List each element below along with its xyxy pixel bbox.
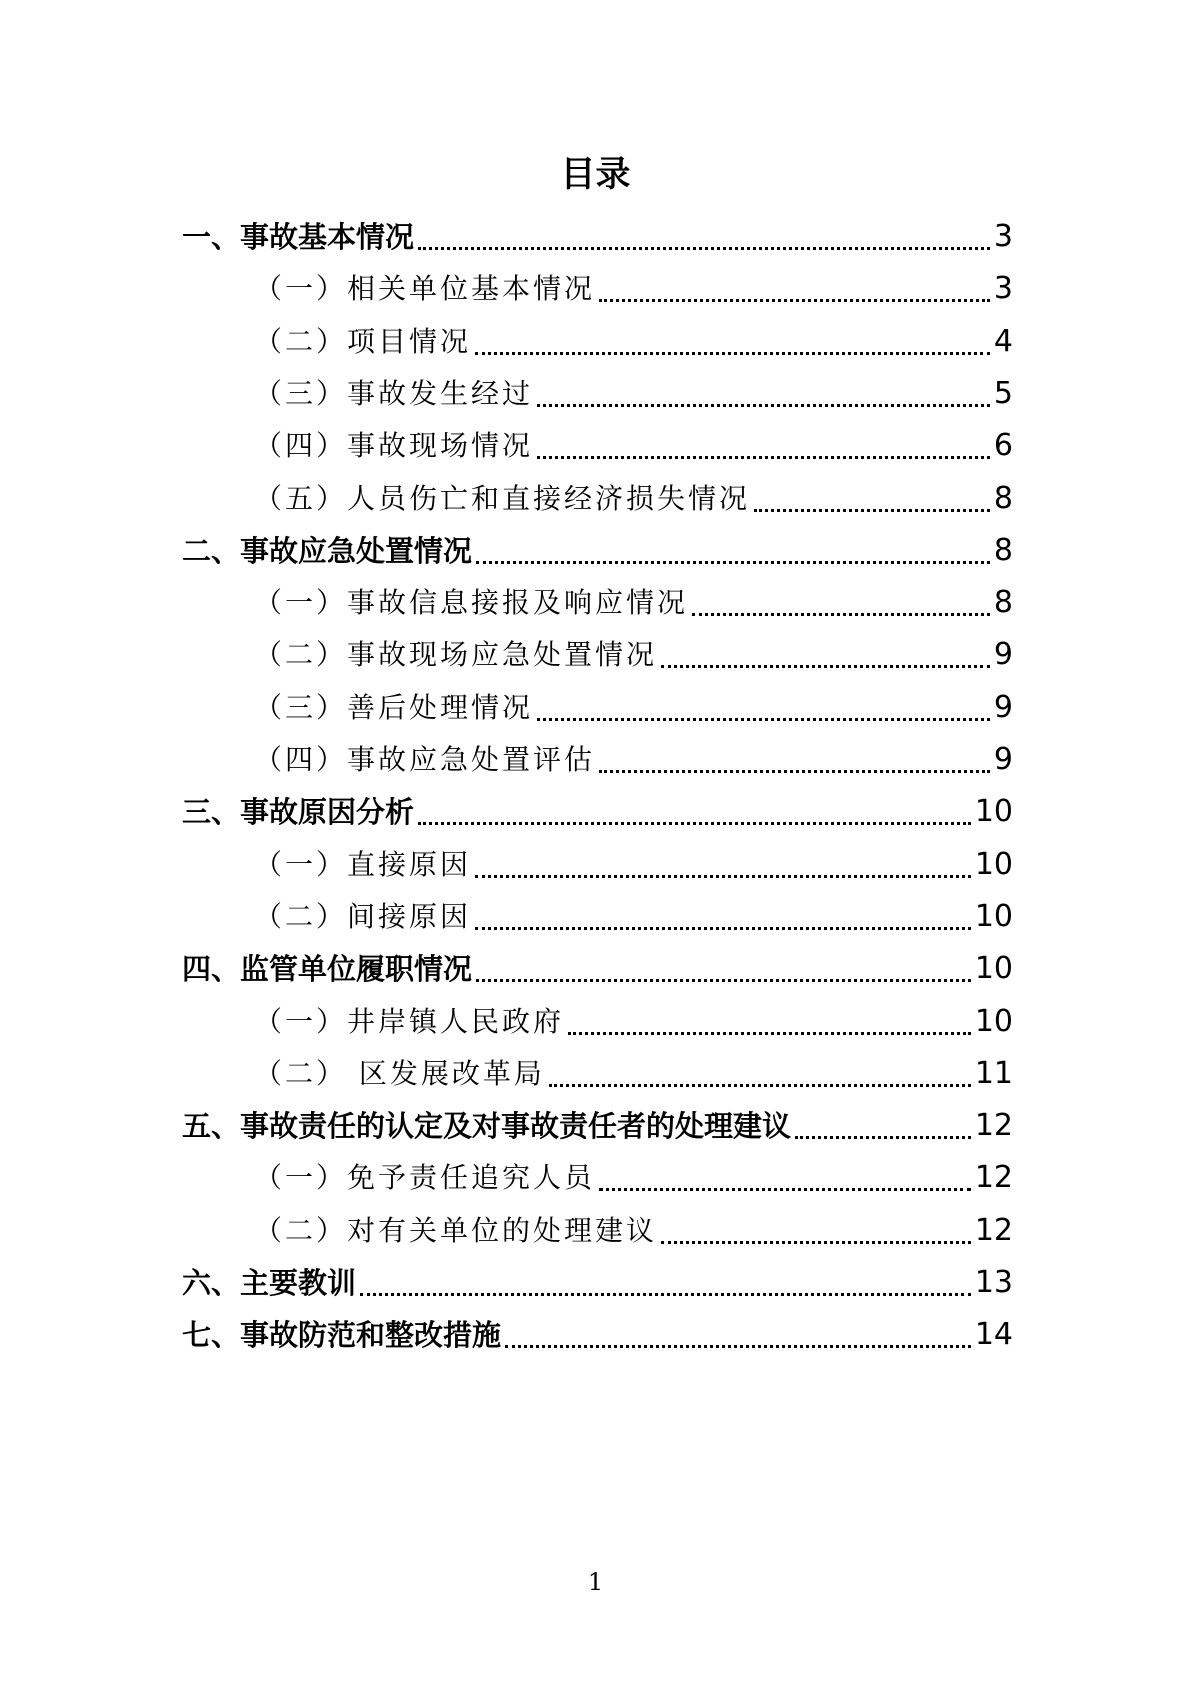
toc-entry-page: 9 xyxy=(993,690,1013,725)
toc-subsection-entry[interactable] xyxy=(254,1207,1013,1251)
toc-dot-leader xyxy=(599,1186,971,1191)
toc-dot-leader xyxy=(537,716,990,721)
toc-subsection-entry[interactable] xyxy=(254,370,1013,414)
toc-dot-leader xyxy=(661,663,990,668)
toc-subsection-entry[interactable] xyxy=(254,579,1013,623)
toc-subsection-entry[interactable] xyxy=(254,475,1013,519)
toc-entry-label: 二、事故应急处置情况 xyxy=(182,534,473,568)
toc-entry-label: （一）事故信息接报及响应情况 xyxy=(254,586,689,619)
toc-subsection-entry[interactable] xyxy=(254,265,1013,309)
toc-entry-label: 五、事故责任的认定及对事故责任者的处理建议 xyxy=(182,1109,792,1143)
toc-dot-leader xyxy=(505,1343,971,1348)
toc-entry-page: 9 xyxy=(993,742,1013,777)
toc-subsection-entry[interactable] xyxy=(254,1050,1013,1094)
toc-entry-label: （一）直接原因 xyxy=(254,848,472,881)
toc-dot-leader xyxy=(599,297,990,302)
toc-entry-label: （一）免予责任追究人员 xyxy=(254,1161,596,1194)
toc-entry-page: 12 xyxy=(974,1213,1013,1248)
toc-section-entry[interactable] xyxy=(182,213,1013,257)
toc-dot-leader xyxy=(475,350,990,355)
toc-entry-label: （五）人员伤亡和直接经济损失情况 xyxy=(254,482,751,515)
toc-section-entry[interactable] xyxy=(182,788,1013,832)
toc-entry-page: 11 xyxy=(974,1056,1013,1091)
toc-dot-leader xyxy=(795,1134,971,1139)
toc-dot-leader xyxy=(549,1082,971,1087)
toc-subsection-entry[interactable] xyxy=(254,631,1013,675)
toc-dot-leader xyxy=(475,873,971,878)
toc-section-entry[interactable] xyxy=(182,945,1013,989)
toc-entry-page: 10 xyxy=(974,899,1013,934)
toc-entry-label: 六、主要教训 xyxy=(182,1266,357,1300)
toc-entry-page: 9 xyxy=(993,637,1013,672)
toc-entry-label: （二）项目情况 xyxy=(254,325,472,358)
toc-entry-page: 5 xyxy=(993,376,1013,411)
toc-section-entry[interactable] xyxy=(182,1102,1013,1146)
toc-subsection-entry[interactable] xyxy=(254,318,1013,362)
toc-entry-page: 10 xyxy=(974,1004,1013,1039)
toc-entry-label: （二）对有关单位的处理建议 xyxy=(254,1214,658,1247)
toc-dot-leader xyxy=(568,1030,971,1035)
toc-subsection-entry[interactable] xyxy=(254,998,1013,1042)
toc-dot-leader xyxy=(476,559,990,564)
toc-entry-page: 8 xyxy=(993,481,1013,516)
toc-entry-label: （二） 区发展改革局 xyxy=(254,1057,545,1090)
toc-section-entry[interactable] xyxy=(182,1259,1013,1303)
toc-subsection-entry[interactable] xyxy=(254,422,1013,466)
toc-entry-label: 七、事故防范和整改措施 xyxy=(182,1318,502,1352)
toc-entry-page: 12 xyxy=(974,1108,1013,1143)
toc-entry-label: （三）事故发生经过 xyxy=(254,377,534,410)
toc-entry-page: 14 xyxy=(974,1317,1013,1352)
toc-dot-leader xyxy=(418,820,971,825)
toc-dot-leader xyxy=(476,977,971,982)
toc-entry-page: 8 xyxy=(993,533,1013,568)
toc-dot-leader xyxy=(599,768,990,773)
toc-entry-page: 3 xyxy=(993,271,1013,306)
toc-entry-label: 四、监管单位履职情况 xyxy=(182,952,473,986)
toc-entry-label: （三）善后处理情况 xyxy=(254,691,534,724)
toc-section-entry[interactable] xyxy=(182,1311,1013,1355)
toc-dot-leader xyxy=(360,1291,971,1296)
toc-dot-leader xyxy=(418,245,990,250)
toc-entry-page: 10 xyxy=(974,951,1013,986)
toc-subsection-entry[interactable] xyxy=(254,684,1013,728)
toc-subsection-entry[interactable] xyxy=(254,841,1013,885)
toc-entry-label: 一、事故基本情况 xyxy=(182,220,415,254)
toc-entry-page: 12 xyxy=(974,1160,1013,1195)
toc-dot-leader xyxy=(537,402,990,407)
toc-dot-leader xyxy=(475,925,971,930)
toc-entry-page: 8 xyxy=(993,585,1013,620)
toc-section-entry[interactable] xyxy=(182,527,1013,571)
toc-entry-page: 10 xyxy=(974,794,1013,829)
toc-dot-leader xyxy=(537,454,990,459)
toc-subsection-entry[interactable] xyxy=(254,736,1013,780)
page-number: 1 xyxy=(587,1568,604,1596)
toc-dot-leader xyxy=(692,611,990,616)
toc-dot-leader xyxy=(661,1239,971,1244)
toc-entry-label: （四）事故应急处置评估 xyxy=(254,743,596,776)
toc-dot-leader xyxy=(754,507,990,512)
toc-title: 目录 xyxy=(560,155,631,195)
toc-entry-page: 4 xyxy=(993,324,1013,359)
toc-subsection-entry[interactable] xyxy=(254,893,1013,937)
toc-entry-label: （一）井岸镇人民政府 xyxy=(254,1005,565,1038)
toc-entry-page: 13 xyxy=(974,1265,1013,1300)
toc-entry-page: 6 xyxy=(993,428,1013,463)
toc-entry-page: 10 xyxy=(974,847,1013,882)
toc-entry-label: （一）相关单位基本情况 xyxy=(254,272,596,305)
toc-entry-label: 三、事故原因分析 xyxy=(182,795,415,829)
toc-entry-label: （二）事故现场应急处置情况 xyxy=(254,638,658,671)
toc-entry-page: 3 xyxy=(993,219,1013,254)
toc-entry-label: （二）间接原因 xyxy=(254,900,472,933)
toc-subsection-entry[interactable] xyxy=(254,1154,1013,1198)
toc-entry-label: （四）事故现场情况 xyxy=(254,429,534,462)
